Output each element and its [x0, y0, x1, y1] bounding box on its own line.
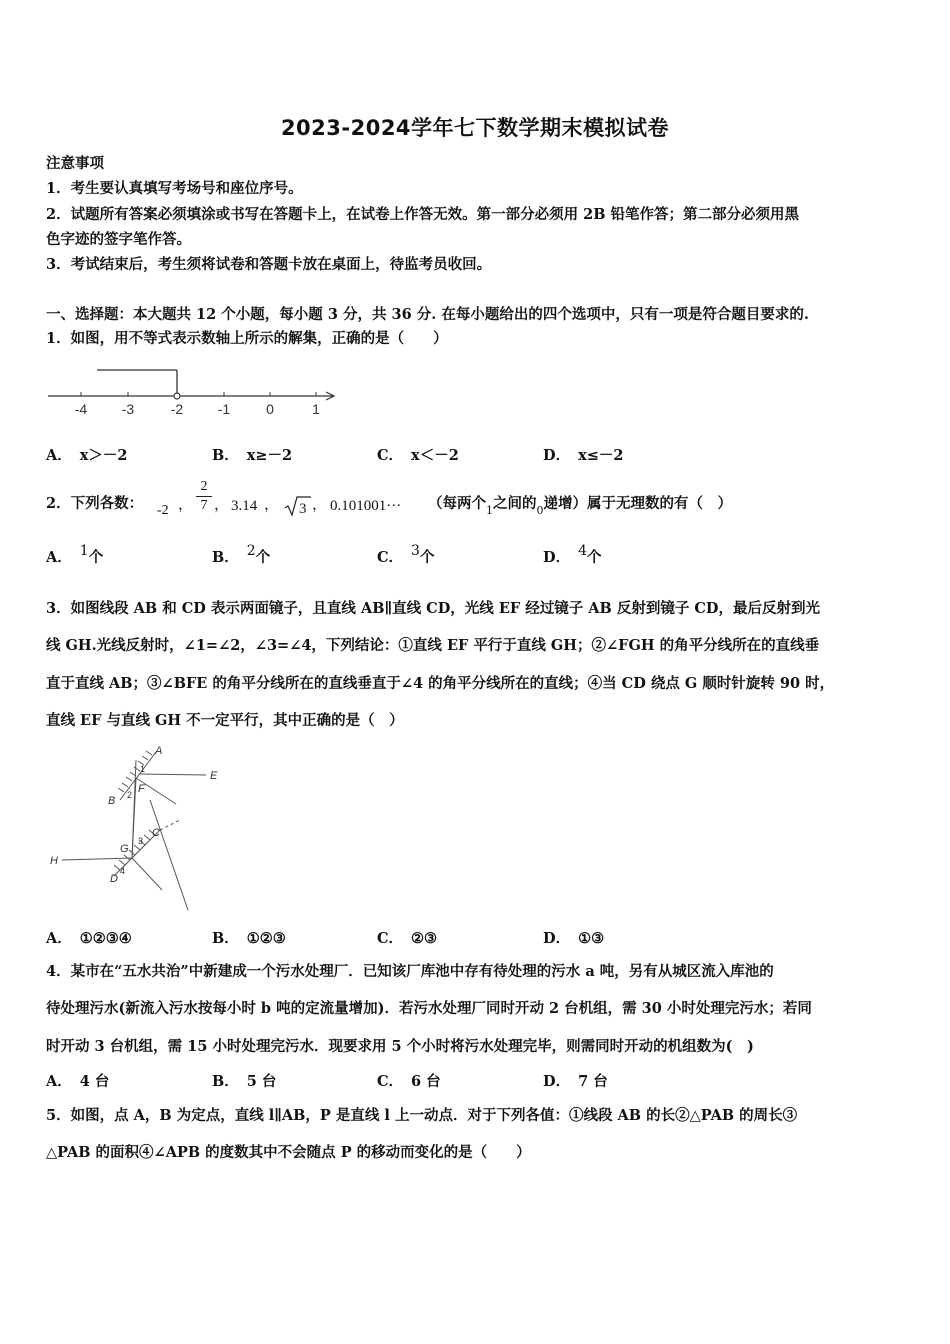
q3-option-a[interactable]: A． ①②③④	[46, 930, 132, 947]
q3-option-b[interactable]: B． ①②③	[212, 930, 286, 947]
number-neg2: -2	[157, 503, 169, 518]
number-3-14: 3.14	[231, 498, 258, 514]
q4-option-a[interactable]: A． 4 台	[46, 1073, 110, 1090]
q3-option-c[interactable]: C． ②③	[377, 930, 438, 947]
svg-text:1: 1	[140, 764, 146, 774]
notice-item: 色字迹的签字笔作答。	[46, 231, 191, 248]
section-heading: 一、选择题：本大题共 12 个小题，每小题 3 分，共 36 分. 在每小题给出的四个选项中，只有一项是符合题目要求的.	[46, 306, 809, 323]
number-0-101001: 0.101001···	[330, 498, 402, 514]
svg-text:3: 3	[299, 501, 307, 517]
svg-text:4: 4	[120, 866, 126, 876]
svg-text:H: H	[50, 855, 58, 867]
q2-option-a[interactable]: A． 1个	[46, 543, 104, 566]
q4-option-b[interactable]: B． 5 台	[212, 1073, 277, 1090]
q1-option-d[interactable]: D． x≤－2	[543, 447, 624, 464]
q4-option-d[interactable]: D． 7 台	[543, 1073, 608, 1090]
question-1-stem: 1．如图，用不等式表示数轴上所示的解集，正确的是（ ）	[46, 330, 448, 347]
page-title: 2023-2024学年七下数学期末模拟试卷	[280, 116, 670, 140]
question-5-line: △PAB 的面积④∠APB 的度数其中不会随点 P 的移动而变化的是（ ）	[46, 1144, 531, 1161]
svg-text:2: 2	[127, 790, 133, 800]
question-3-line: 线 GH.光线反射时，∠1=∠2，∠3=∠4，下列结论：①直线 EF 平行于直线 GH；②∠FGH 的角平分线所在的直线垂	[46, 637, 820, 654]
q2-option-d[interactable]: D． 4个	[543, 543, 602, 566]
svg-text:3: 3	[138, 836, 144, 846]
question-3-line: 直线 EF 与直线 GH 不一定平行，其中正确的是（ ）	[46, 712, 404, 729]
notice-item: 3．考试结束后，考生须将试卷和答题卡放在桌面上，待监考员收回。	[46, 256, 492, 273]
number-line-figure	[44, 362, 344, 422]
notice-item: 1．考生要认真填写考场号和座位序号。	[46, 180, 303, 197]
question-3-line: 3．如图线段 AB 和 CD 表示两面镜子，且直线 AB∥直线 CD，光线 EF 经过镜子 AB 反射到镜子 CD，最后反射到光	[46, 600, 820, 617]
q1-option-c[interactable]: C． x＜－2	[377, 447, 459, 464]
question-4-line: 4．某市在“五水共治”中新建成一个污水处理厂．已知该厂库池中存有待处理的污水 a 吨，另有从城区流入库池的	[46, 963, 774, 980]
axis-tick-label: -4	[74, 401, 88, 417]
question-2-prefix: 2．下列各数：	[46, 495, 144, 512]
mirror-reflection-figure	[40, 740, 240, 915]
q2-option-c[interactable]: C． 3个	[377, 543, 435, 566]
q2-option-b[interactable]: B． 2个	[212, 543, 271, 566]
notice-heading: 注意事项	[46, 155, 104, 172]
axis-tick-label: -2	[170, 401, 184, 417]
q3-option-d[interactable]: D． ①③	[543, 930, 605, 947]
axis-tick-label: 0	[266, 401, 274, 417]
svg-text:A: A	[155, 745, 163, 757]
axis-tick-label: -1	[217, 401, 231, 417]
svg-text:D: D	[110, 873, 118, 885]
fraction-2-7: 2 7	[196, 479, 212, 514]
question-3-line: 直于直线 AB；③∠BFE 的角平分线所在的直线垂直于∠4 的角平分线所在的直线；④当 CD 绕点 G 顺时针旋转 90 时，	[46, 675, 835, 692]
svg-text:B: B	[108, 795, 116, 807]
q1-option-b[interactable]: B． x≥－2	[212, 447, 293, 464]
svg-text:E: E	[210, 770, 218, 782]
question-2-mid: （每两个$_1$之间的$_0$递增）属于无理数的有（ ）	[428, 495, 732, 517]
question-5-line: 5．如图，点 A，B 为定点，直线 l∥AB，P 是直线 l 上一动点．对于下列各值：①线段 AB 的长②△PAB 的周长③	[46, 1107, 798, 1124]
axis-tick-label: 1	[312, 401, 320, 417]
sqrt-symbol	[283, 494, 313, 518]
svg-text:F: F	[138, 783, 145, 795]
svg-text:C: C	[152, 827, 160, 839]
question-4-line: 待处理污水(新流入污水按每小时 b 吨的定流量增加)．若污水处理厂同时开动 2 台机组，需 30 小时处理完污水；若同	[46, 1000, 812, 1017]
axis-tick-label: -3	[121, 401, 135, 417]
notice-item: 2．试题所有答案必须填涂或书写在答题卡上，在试卷上作答无效。第一部分必须用 2B 铅笔作答；第二部分必须用黑	[46, 206, 800, 223]
q4-option-c[interactable]: C． 6 台	[377, 1073, 441, 1090]
question-4-line: 时开动 3 台机组，需 15 小时处理完污水．现要求用 5 个小时将污水处理完毕，则需同时开动的机组数为( )	[46, 1038, 754, 1055]
svg-text:G: G	[120, 843, 129, 855]
q1-option-a[interactable]: A． x＞－2	[46, 447, 128, 464]
